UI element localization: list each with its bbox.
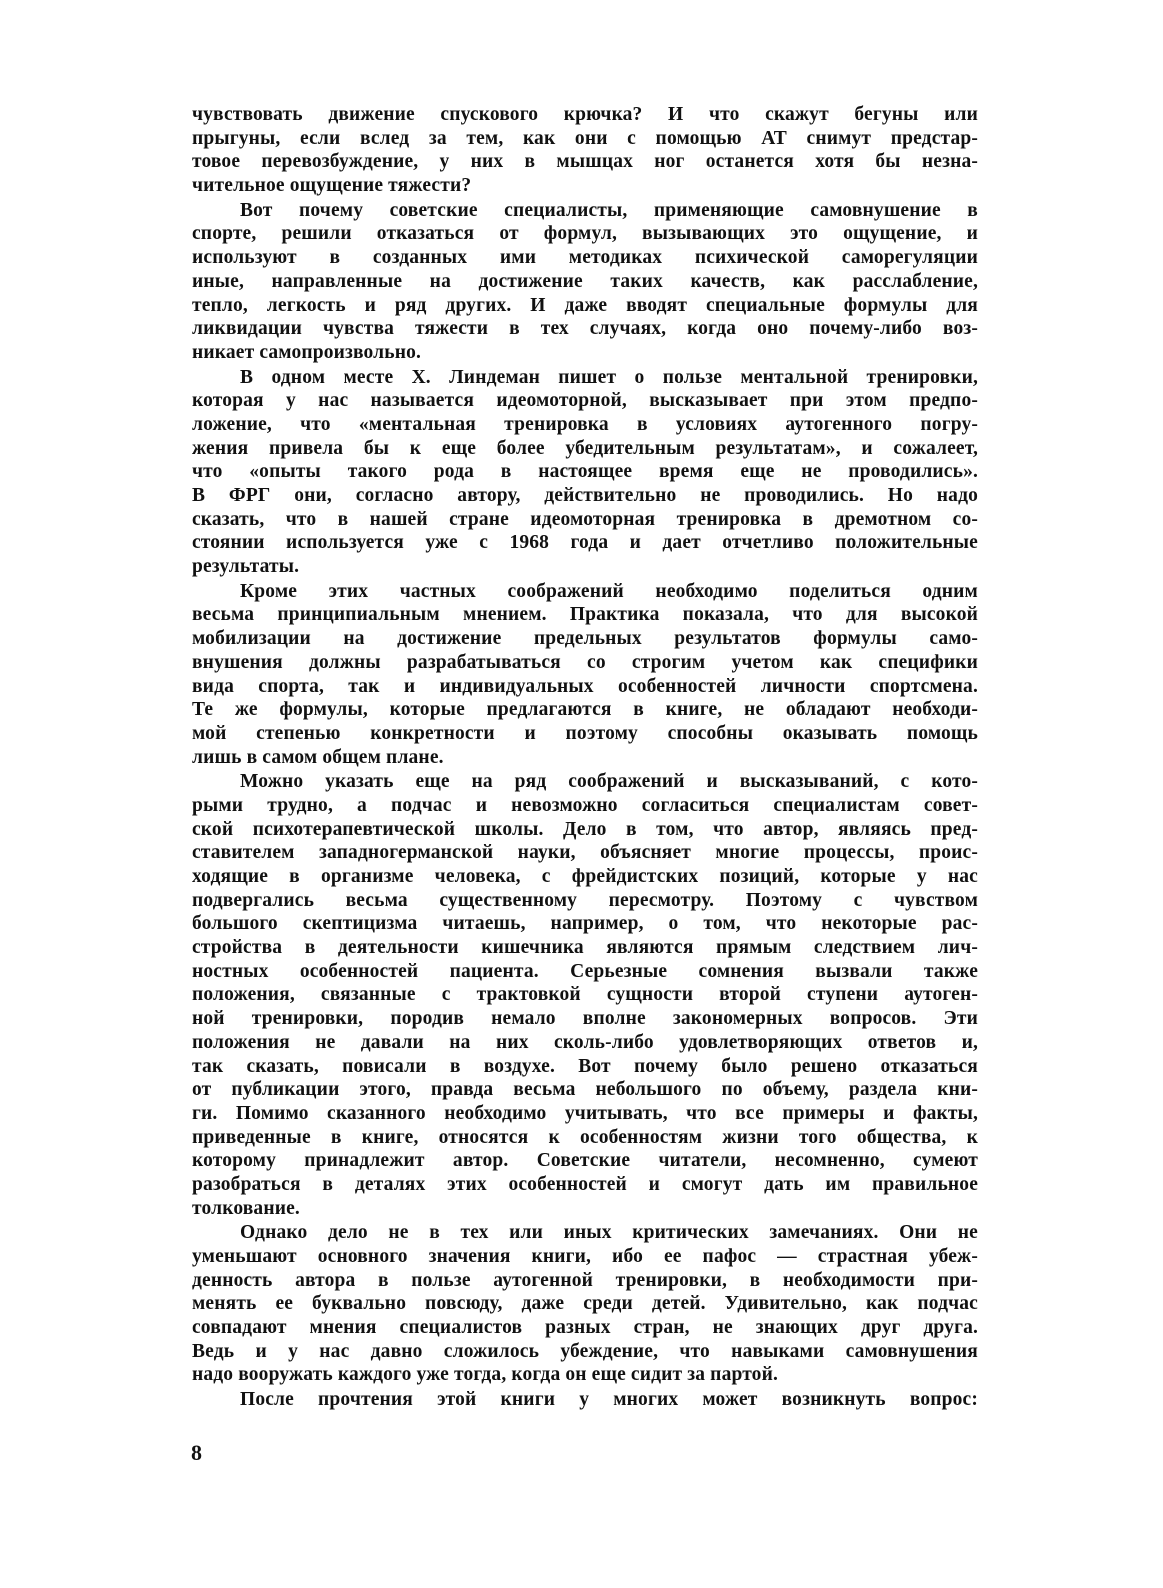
text-line: так сказать, повисали в воздухе. Вот почему было решено отказаться [192,1055,978,1077]
text-line: Можно указать еще на ряд соображений и высказываний, с кото- [240,771,978,793]
text-line: Вот почему советские специалисты, применяющие самовнушение в [240,199,978,221]
text-line: В одном месте X. Линдеман пишет о пользе ментальной тренировки, [240,366,978,388]
text-line: ской психотерапевтической школы. Дело в том, что автор, являясь пред- [192,818,978,840]
text-line: от публикации этого, правда весьма небольшого по объему, раздела кни- [192,1079,978,1101]
text-line: сказать, что в нашей стране идеомоторная тренировка в дремотном со- [192,508,978,530]
paragraph-1 [192,103,978,198]
text-line: спорте, решили отказаться от формул, вызывающих это ощущение, и [192,223,978,245]
paragraph-5 [192,770,978,1220]
text-line: прыгуны, если вслед за тем, как они с помощью АТ снимут предстар- [192,127,978,149]
text-line: уменьшают основного значения книги, ибо ее пафос — страстная убеж- [192,1246,978,1267]
text-line: жения привела бы к еще более убедительным результатам», и сожалеет, [192,437,978,459]
text-line: большого скептицизма читаешь, например, о том, что некоторые рас- [192,913,978,935]
text-line: денность автора в пользе аутогенной тренировки, в необходимости при- [192,1269,978,1291]
text-line: подвергались весьма существенному пересмотру. Поэтому с чувством [192,889,978,911]
text-line: ликвидации чувства тяжести в тех случаях, когда оно почему-либо воз- [192,318,978,340]
text-line: ходящие в организме человека, с фрейдистских позиций, которые у нас [192,866,978,887]
text-line: которая у нас называется идеомоторной, высказывает при этом предпо- [192,390,978,412]
page-number: 8 [191,1440,202,1465]
text-line: менять ее буквально повсюду, даже среди детей. Удивительно, как подчас [192,1293,978,1315]
text-line: иные, направленные на достижение таких качеств, как расслабление, [192,270,978,292]
text-line: ной тренировки, породив немало вполне закономерных вопросов. Эти [192,1008,978,1030]
text-line: стоянии используется уже с 1968 года и дает отчетливо положительные [192,532,978,554]
text-line: чительное ощущение тяжести? [192,175,472,197]
text-line: которому принадлежит автор. Советские читатели, несомненно, сумеют [192,1150,978,1172]
text-line: результаты. [192,556,300,578]
text-line: положения не давали на них сколь-либо удовлетворяющих ответов и, [192,1031,978,1053]
text-line: ностных особенностей пациента. Серьезные сомнения вызвали также [192,960,978,982]
text-line: положения, связанные с трактовкой сущности второй ступени аутоген- [192,984,978,1006]
text-line: Ведь и у нас давно сложилось убеждение, что навыками самовнушения [192,1340,978,1362]
text-line: Кроме этих частных соображений необходимо поделиться одним [240,580,978,602]
text-line: В ФРГ они, согласно автору, действительно не проводились. Но надо [192,485,978,506]
paragraph-4 [192,580,978,770]
text-line: приведенные в книге, относятся к особенностям жизни того общества, к [192,1126,978,1148]
text-line: разобраться в деталях этих особенностей и смогут дать им правильное [192,1173,978,1195]
text-line: внушения должны разрабатываться со строгим учетом как специфики [192,651,978,673]
page-text [192,103,978,1412]
text-line: вида спорта, так и индивидуальных особенностей личности спортсмена. [192,675,978,697]
text-line: стройства в деятельности кишечника являются прямым следствием лич- [192,937,978,959]
text-line: ставителем западногерманской науки, объясняет многие процессы, проис- [192,842,978,864]
paragraph-6 [192,1221,978,1387]
text-line: лишь в самом общем плане. [192,746,444,768]
text-line: Те же формулы, которые предлагаются в книге, не обладают необходи- [192,699,978,721]
text-line: ложение, что «ментальная тренировка в условиях аутогенного погру- [192,413,978,435]
text-line: тепло, легкость и ряд других. И даже вводят специальные формулы для [192,294,978,316]
text-line: толкование. [192,1197,300,1219]
text-line: совпадают мнения специалистов разных стран, не знающих друг друга. [192,1317,978,1339]
text-line: весьма принципиальным мнением. Практика показала, что для высокой [192,604,978,626]
paragraph-2 [192,199,978,365]
text-line: чувствовать движение спускового крючка? И что скажут бегуны или [192,104,978,125]
text-line: рыми трудно, а подчас и невозможно согласиться специалистам совет- [192,794,978,816]
text-line: Однако дело не в тех или иных критических замечаниях. Они не [240,1222,978,1244]
paragraph-7 [192,1388,978,1412]
text-line: что «опыты такого рода в настоящее время еще не проводились». [192,461,978,483]
text-line: используют в созданных ими методиках психической саморегуляции [192,247,978,269]
text-line: ги. Помимо сказанного необходимо учитывать, что все примеры и факты, [192,1102,978,1124]
text-line: мой степенью конкретности и поэтому способны оказывать помощь [192,722,978,744]
text-line: товое перевозбуждение, у них в мышцах ног останется хотя бы незна- [192,151,978,173]
text-line: мобилизации на достижение предельных результатов формулы само- [192,628,978,650]
text-line: никает самопроизвольно. [192,341,422,363]
paragraph-3 [192,366,978,579]
text-line: надо вооружать каждого уже тогда, когда он еще сидит за партой. [192,1364,778,1386]
text-line: После прочтения этой книги у многих может возникнуть вопрос: [240,1389,978,1411]
